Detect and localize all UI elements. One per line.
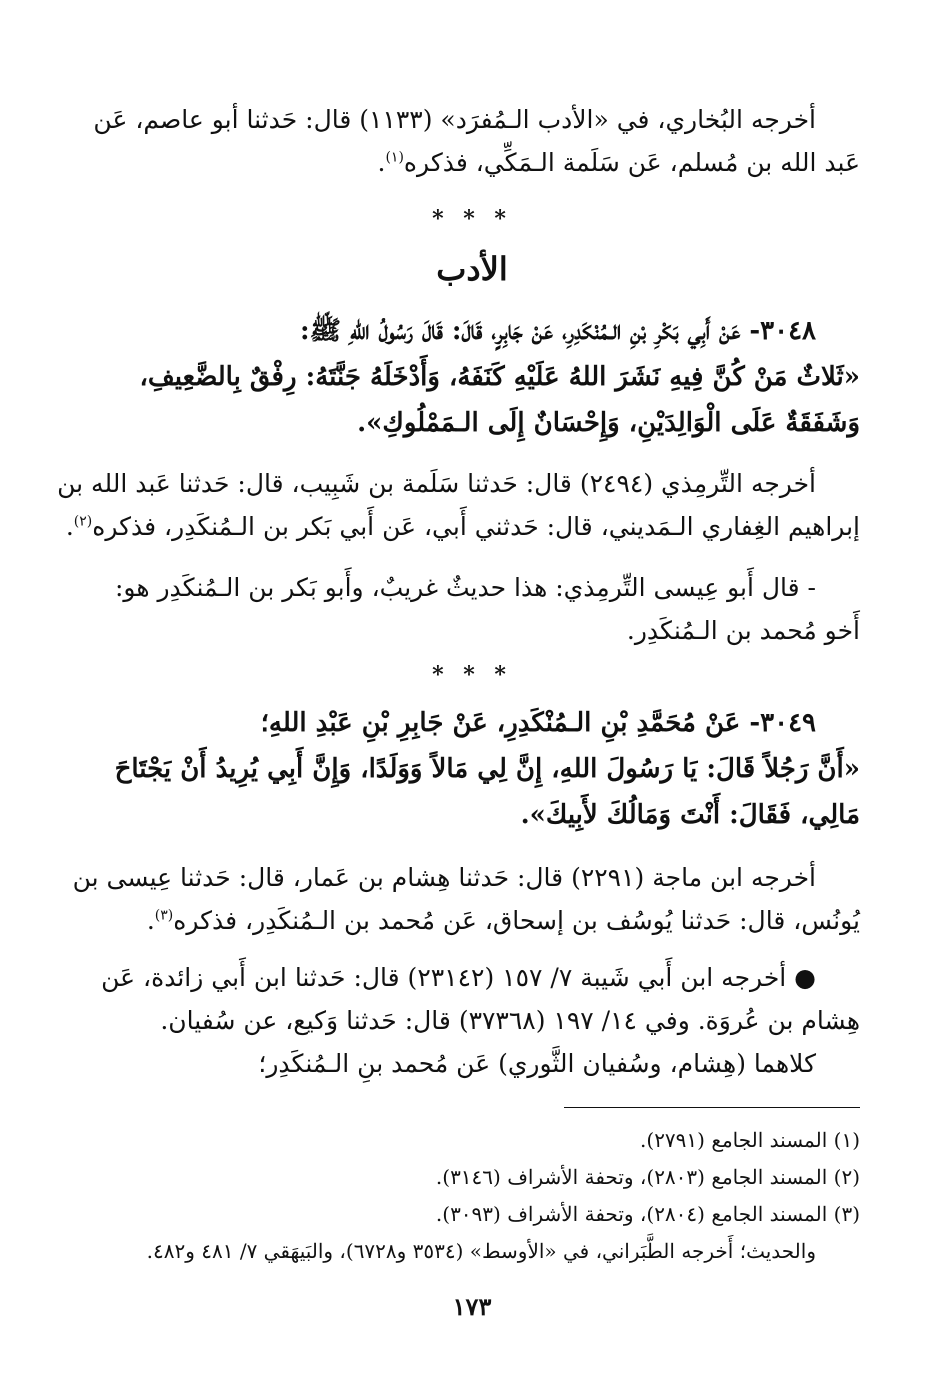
hadith-3049-bullet-line-2: هِشام بن عُروَة. وفي ١٤/ ١٩٧ (٣٧٣٦٨) قال: حَدثنا وَكيع، عن سُفيان.: [160, 1006, 860, 1035]
hadith-3049-line-1: [82, 700, 860, 746]
hadith-3049-line-2: «أَنَّ رَجُلاً قَالَ: يَا رَسُولَ اللهِ، إِنَّ لِي مَالاً وَوَلَدًا، وَإِنَّ أَبِي يُرِيدُ أَنْ يَجْتَاحَ: [114, 754, 860, 784]
hadith-3048-line-1: [82, 308, 860, 354]
page-number: ١٧٣: [452, 1292, 492, 1321]
hadith-3049-takhrij-line-2-end: .: [146, 906, 155, 935]
hadith-3049-text: [82, 700, 860, 838]
hadith-3048-takhrij-line-2: [65, 505, 860, 548]
intro-line-2-end: .: [377, 148, 386, 177]
footnote-1: (١) المسند الجامع (٢٧٩١).: [640, 1128, 860, 1152]
hadith-3048-comment: [82, 566, 860, 652]
hadith-3048-takhrij: [57, 462, 860, 548]
footnote-3: (٣) المسند الجامع (٢٨٠٤)، وتحفة الأشراف (٣٠٩٣).: [435, 1202, 860, 1226]
hadith-3048-takhrij-line-2-text: إبراهيم الغِفاري الـمَديني، قال: حَدثني أَبي، عَن أَبي بَكر بن الـمُنكَدِر، فذكره: [92, 512, 860, 541]
hadith-3048-number: ٣٠٤٨-: [749, 316, 816, 346]
footnote-3-continuation: والحديث؛ أَخرجه الطَّبَراني، في «الأوسط» (٣٥٣٤ و٦٧٢٨)، والبَيهَقي ٧/ ٤٨١ و٤٨٢.: [146, 1239, 816, 1263]
footnote-ref-2: (٢): [73, 513, 93, 530]
hadith-3048-comment-line-2: أَخو مُحمد بن الـمُنكَدِر.: [626, 616, 860, 645]
hadith-3048-isnad: عَنْ أَبِي بَكْرِ بْنِ الـمُنْكَدِرِ، عَنْ جَابِرٍ، قَالَ: قَالَ رَسُولُ اللهِ ﷺ:: [300, 316, 741, 346]
hadith-3049-line-3: مَالِي، فَقَالَ: أَنْتَ وَمَالُكَ لأَبِيكَ».: [520, 800, 860, 830]
intro-line-2: [82, 141, 860, 184]
separator-stars-1: * * *: [432, 206, 512, 232]
hadith-3048-takhrij-line-1: أخرجه التِّرمِذي (٢٤٩٤) قال: حَدثنا سَلَمة بن شَبِيب، قال: حَدثنا عَبد الله بن: [57, 469, 816, 498]
footnote-ref-1: (١): [385, 149, 404, 166]
hadith-3049-number: ٣٠٤٩-: [749, 708, 816, 738]
chapter-heading: الأدب: [436, 250, 508, 288]
hadith-3049-isnad: عَنْ مُحَمَّدِ بْنِ الـمُنْكَدِرِ، عَنْ جَابِرِ بْنِ عَبْدِ اللهِ؛: [260, 708, 741, 738]
hadith-3049-takhrij: [72, 856, 860, 942]
separator-stars-2: * * *: [432, 662, 512, 688]
footnote-ref-3: (٣): [154, 907, 174, 924]
hadith-3049-both-line: كلاهما (هِشام، وسُفيان الثَّوري) عَن مُحمد بنِ الـمُنكَدِر؛: [258, 1049, 816, 1078]
hadith-3048-comment-line-1: - قال أَبو عِيسى التِّرمِذي: هذا حديثٌ غريبٌ، وأَبو بَكر بن الـمُنكَدِر هو:: [115, 573, 816, 602]
hadith-3048-text: [82, 308, 860, 446]
footnote-2: (٢) المسند الجامع (٢٨٠٣)، وتحفة الأشراف (٣١٤٦).: [435, 1165, 860, 1189]
intro-paragraph: [82, 98, 860, 184]
hadith-3049-ibn-abi-shayba: [82, 956, 860, 1085]
hadith-3048-line-3: وَشَفَقَةٌ عَلَى الْوَالِدَيْنِ، وَإِحْسَانٌ إِلَى الـمَمْلُوكِ».: [357, 408, 860, 438]
footnotes: [82, 1122, 860, 1270]
hadith-3049-takhrij-line-2-text: يُونُس، قال: حَدثنا يُوسُف بن إسحاق، عَن مُحمد بن الـمُنكَدِر، فذكره: [173, 906, 860, 935]
hadith-3048-line-2: «ثَلاثٌ مَنْ كُنَّ فِيهِ نَشَرَ اللهُ عَلَيْهِ كَنَفَهُ، وَأَدْخَلَهُ جَنَّتَهُ: رِفْقٌ بِالضَّعِيفِ،: [139, 362, 860, 392]
hadith-3048-takhrij-line-2-end: .: [65, 512, 74, 541]
hadith-3049-bullet-line-1: ● أخرجه ابن أَبي شَيبة ٧/ ١٥٧ (٢٣١٤٢) قال: حَدثنا ابن أَبي زائدة، عَن: [101, 963, 816, 992]
hadith-3049-takhrij-line-1: أخرجه ابن ماجة (٢٢٩١) قال: حَدثنا هِشام بن عَمار، قال: حَدثنا عِيسى بن: [72, 863, 816, 892]
intro-line-1: أخرجه البُخاري، في «الأدب الـمُفرَد» (١١٣٣) قال: حَدثنا أبو عاصم، عَن: [93, 105, 816, 134]
hadith-3049-takhrij-line-2: [82, 899, 860, 942]
intro-line-2-text: عَبد الله بن مُسلم، عَن سَلَمة الـمَكِّي، فذكره: [403, 148, 860, 177]
footnote-separator: [564, 1107, 860, 1108]
